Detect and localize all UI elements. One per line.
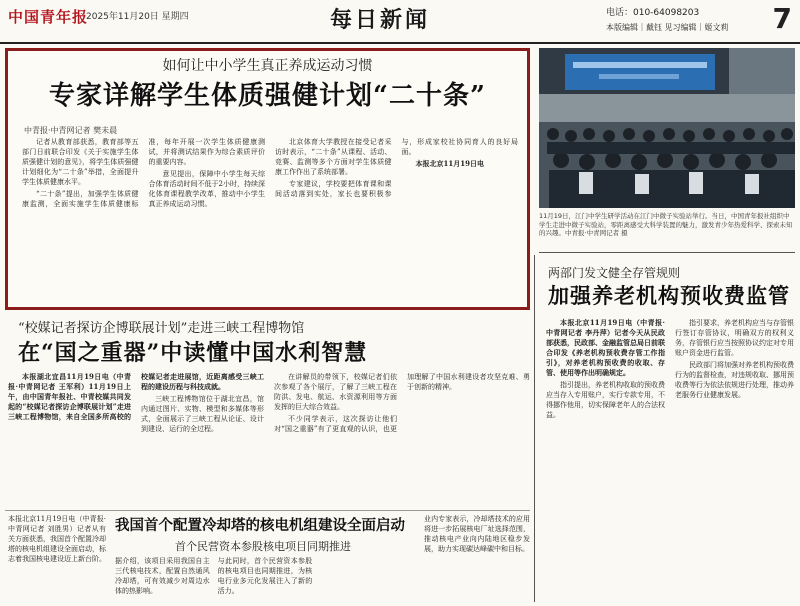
lead-paragraph: 北京体育大学教授在接受记者采访时表示，“二十条”从课程、活动、竞赛、监测等多个方面对学生体质健康工作作出了系统部署。	[275, 138, 392, 176]
nuclear-subheadline: 首个民营资本参股核电项目同期推进	[175, 540, 351, 553]
divider	[539, 252, 795, 253]
museum-subheadline: “校媒记者探访企博联展计划”走进三峡工程博物馆	[18, 321, 305, 336]
museum-paragraph: 在讲解员的带领下，校媒记者们依次参观了各个展厅，了解了三峡工程在防洪、发电、航运、水资源利用等方面发挥的巨大综合效益。	[274, 373, 397, 411]
page-number: 7	[772, 2, 792, 35]
divider	[5, 510, 530, 511]
nuclear-paragraph: 与此同时，首个民营资本参股的核电项目也同期推进，为核电行业多元化发展注入了新的活力。	[217, 557, 313, 595]
nuclear-right-column: 业内专家表示，冷却塔技术的应用将进一步拓展核电厂址选择范围，推动核电产业向内陆地区稳步发展，助力实现碳达峰碳中和目标。	[424, 515, 530, 553]
conference-photo-image	[539, 48, 795, 208]
section-title: 每日新闻	[330, 7, 431, 33]
masthead-logo: 中国青年报	[8, 8, 89, 26]
nuclear-left-column: 本报北京11月19日电（中青报·中青网记者 刘胜男）记者从有关方面获悉，我国首个配置冷却塔的核电机组建设全面启动，标志着我国核电建设迈上新台阶。	[8, 515, 106, 563]
elderly-paragraph: 指引提出，养老机构收取的预收费应当存入专用账户，实行专款专用，不得挪作他用，切实保障老年人的合法权益。	[546, 381, 665, 419]
lead-paragraph: 专家建议，学校要把体育课和课间活动落到实处，家长也要积极参与，形成家校社协同育人的良好局面。	[275, 138, 518, 198]
nuclear-headline[interactable]: 我国首个配置冷却塔的核电机组建设全面启动	[115, 517, 405, 534]
elderly-headline[interactable]: 加强养老机构预收费监管	[548, 283, 790, 308]
lead-paragraph: 记者从教育部获悉，教育部等五部门日前联合印发《关于实施学生体质强健计划的意见》，将学生体质强健计划细化为“二十条”举措，全面提升学生体质健康水平。	[22, 138, 139, 186]
museum-headline[interactable]: 在“国之重器”中读懂中国水利智慧	[18, 340, 368, 366]
elderly-paragraph: 民政部门将加强对养老机构预收费行为的监督检查，对违规收取、挪用预收费等行为依法依规进行处理，推动养老服务行业健康发展。	[675, 361, 794, 399]
lead-subheadline: 如何让中小学生真正养成运动习惯	[162, 58, 373, 74]
museum-paragraph: 不少同学表示，这次探访让他们对“国之重器”有了更直观的认识，也更加理解了中国水利建设者攻坚克难、勇于创新的精神。	[274, 373, 530, 433]
editor-credits: 本版编辑｜戴钰 见习编辑｜姬文莉	[606, 23, 729, 32]
nuclear-body	[115, 556, 415, 602]
elderly-paragraph: 指引要求，养老机构应当与存管银行签订存管协议，明确双方的权利义务，存管银行应当按照协议约定对专用账户资金进行监管。	[675, 319, 794, 357]
nuclear-paragraph: 据介绍，该项目采用我国自主三代核电技术，配置自然通风冷却塔，可有效减少对周边水体的热影响。	[115, 557, 210, 595]
elderly-paragraph: 本报北京11月19日电（中青报·中青网记者 李丹萍）记者今天从民政部获悉，民政部、金融监管总局日前联合印发《养老机构预收费存管工作指引》，对养老机构预收费的收取、存管、使用等作出明确规定。	[546, 318, 665, 377]
museum-body	[8, 372, 530, 508]
header-info	[606, 5, 756, 33]
divider	[534, 255, 535, 602]
publication-date: 2025年11月20日 星期四	[86, 12, 189, 22]
contact-phone: 电话：010-64098203	[606, 8, 700, 18]
page-header	[0, 0, 800, 44]
museum-paragraph: 本报湖北宜昌11月19日电（中青报·中青网记者 王军利）11月19日上午，由中国青年报社、中青校媒共同发起的“校媒记者探访企博联展计划”走进三峡工程博物馆，来自全国多所高校的校媒记者走进展馆，近距离感受三峡工程的建设历程与科技成就。	[8, 372, 264, 421]
lead-paragraph: “二十条”提出，加强学生体质健康监测，全面实施学生体质健康标准，每年开展一次学生体质健康测试，并将测试结果作为综合素质评价的重要内容。	[22, 138, 265, 208]
lead-body	[22, 137, 518, 307]
lead-paragraph: 意见提出，保障中小学生每天综合体育活动时间不低于2小时，持续深化体育课程教学改革，推动中小学生真正养成运动习惯。	[148, 170, 265, 208]
news-photo[interactable]	[539, 48, 795, 208]
lead-byline: 中青报·中青网记者 樊未晨	[24, 126, 118, 135]
lead-article[interactable]	[5, 48, 530, 310]
lead-headline[interactable]: 专家详解学生体质强健计划“二十条”	[49, 81, 486, 111]
elderly-body	[546, 318, 794, 600]
museum-paragraph: 三峡工程博物馆位于湖北宜昌，馆内通过图片、实物、模型和多媒体等形式，全面展示了三峡工程从论证、设计到建设、运行的全过程。	[141, 395, 264, 433]
elderly-subheadline: 两部门发文健全存管规则	[548, 266, 681, 280]
lead-dateline: 本报北京11月19日电	[415, 159, 484, 168]
photo-caption: 11月19日，江门中学生研学活动在江门中微子实验站举行。当日，中国青年报社组织中学生走进中微子实验站，零距离感受大科学装置的魅力，激发青少年热爱科学、探索未知的兴趣。中青报·中青网记者 摄	[539, 212, 793, 237]
